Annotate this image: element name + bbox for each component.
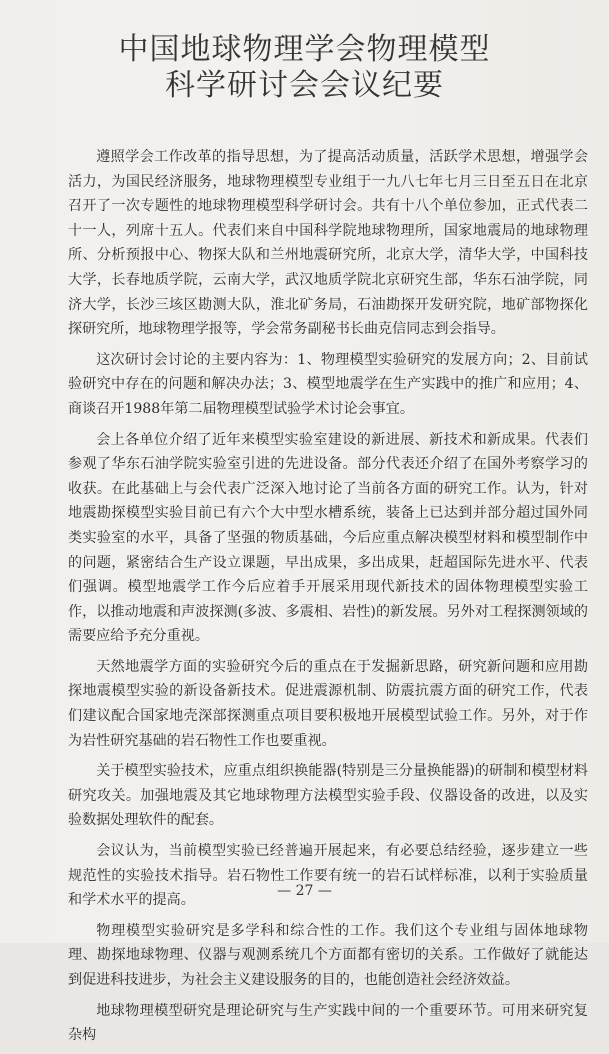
paragraph: 地球物理模型研究是理论研究与生产实践中间的一个重要环节。可用来研究复杂构 xyxy=(68,1002,588,1044)
title-line-2: 科学研讨会会议纪要 xyxy=(165,68,444,103)
paragraph: 物理模型实验研究是多学科和综合性的工作。我们这个专业组与固体地球物理、勘探地球物理、仪器与观测系统几个方面都有密切的关系。工作做好了就能达到促进科技进步，为社会主义建设服务的目的，也能创造社会经济效益。 xyxy=(68,922,588,988)
paragraph: 会议认为，当前模型实验已经普遍开展起来，有必要总结经验，逐步建立一些规范性的实验技术指导。岩石物性工作要有统一的岩石试样标准，以利于实验质量和学术水平的提高。 xyxy=(68,843,588,909)
paragraph: 会上各单位介绍了近年来模型实验室建设的新进展、新技术和新成果。代表们参观了华东石油学院实验室引进的先进设备。部分代表还介绍了在国外考察学习的收获。在此基础上与会代表广泛深入地讨论了当前各方面的研究工作。认为，针对地震勘探模型实验目前已有六个大中型水槽系统，装备上已达到并部分超过国外同类实验室的水平，具备了坚强的物质基础，今后应重点解决模型材料和模型制作中的问题，紧密结合生产设立课题，早出成果，多出成果，赶超国际先进水平、代表们强调。模型地震学工作今后应着手开展采用现代新技术的固体物理模型实验工作，以推动地震和声波探测(多波、多震相、岩性)的新发展。另外对工程探测领域的需要应给予充分重视。 xyxy=(68,431,588,645)
page-number: — 27 — xyxy=(277,883,332,899)
body-text xyxy=(68,145,588,1054)
paragraph: 天然地震学方面的实验研究今后的重点在于发掘新思路，研究新问题和应用勘探地震模型实验的新设备新技术。促进震源机制、防震抗震方面的研究工作，代表们建议配合国家地壳深部探测重点项目要积极地开展模型试验工作。另外，对于作为岩性研究基础的岩石物性工作也要重视。 xyxy=(68,658,588,749)
paragraph: 遵照学会工作改革的指导思想，为了提高活动质量，活跃学术思想，增强学会活力，为国民经济服务，地球物理模型专业组于一九八七年七月三日至五日在北京召开了一次专题性的地球物理模型科学研讨会。共有十八个单位参加，正式代表二十一人，列席十五人。代表们来自中国科学院地球物理所，国家地震局的地球物理所、分析预报中心、物探大队和兰州地震研究所，北京大学，清华大学，中国科技大学，长春地质学院，云南大学，武汉地质学院北京研究生部，华东石油学院，同济大学，长沙三垓区勘测大队，淮北矿务局，石油勘探开发研究院，地矿部物探化探研究所，地球物理学报等，学会常务副秘书长曲克信同志到会指导。 xyxy=(68,149,588,338)
paragraph: 关于模型实验技术，应重点组织换能器(特别是三分量换能器)的研制和模型材料研究攻关。加强地震及其它地球物理方法模型实验手段、仪器设备的改进，以及实验数据处理软件的配套。 xyxy=(68,763,588,829)
paragraph: 这次研讨会讨论的主要内容为：1、物理模型实验研究的发展方向；2、目前试验研究中存在的问题和解决办法；3、模型地震学在生产实践中的推广和应用；4、商谈召开1988年第二届物理模型试验学术讨论会事宜。 xyxy=(68,351,588,417)
title-line-1: 中国地球物理学会物理模型 xyxy=(118,32,491,67)
